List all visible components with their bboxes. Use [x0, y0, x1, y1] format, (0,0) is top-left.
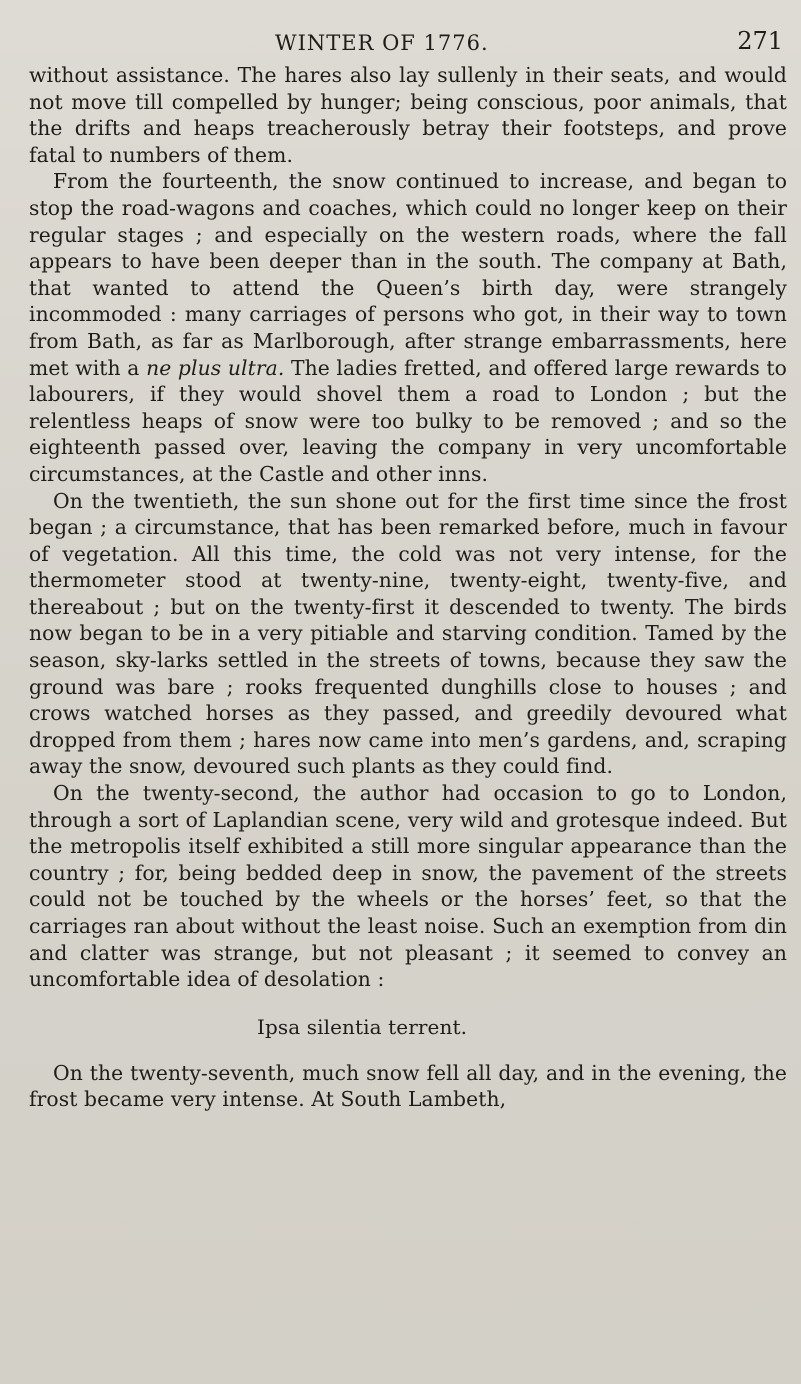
paragraph-4 [29, 780, 787, 993]
paragraph-2-text: From the fourteenth, the snow continued to increase, and began to stop the road-wagons and coaches, which could no longer keep on their regular stages ; and especially on the western roads, where the fall appears to have been deeper than in the south. The company at Bath, that wanted to attend the Queen’s birth day, were strangely incommoded : many carriages of persons who got, in their way to town from Bath, as far as Marlborough, after strange embarrassments, here met with a [29, 169, 787, 380]
body-text [29, 62, 787, 1113]
paragraph-5 [29, 1060, 787, 1113]
latin-quote: Ipsa silentia terrent. [257, 1014, 468, 1039]
paragraph-4-text: On the twenty-second, the author had occasion to go to London, through a sort of Laplandian scene, very wild and grotesque indeed. But the metropolis itself exhibited a still more singular appearance than the country ; for, being bedded deep in snow, the pavement of the streets could not be touched by the wheels or the horses’ feet, so that the carriages ran about without the least noise. Such an exemption from din and clatter was strange, but not pleasant ; it seemed to convey an uncomfortable idea of desolation : [29, 781, 787, 992]
ne-plus-ultra-phrase: ne plus ultra. [146, 355, 285, 380]
paragraph-2-text-after: The ladies fretted, and offered large rewards to labourers, if they would shovel them a road to London ; but the relentless heaps of snow were too bulky to be removed ; and so the eighteenth passed over, leaving the company in very uncomfortable circumstances, at the Castle and other inns. [29, 355, 787, 486]
page-number: 271 [737, 27, 783, 55]
running-head [29, 0, 787, 62]
paragraph-1 [29, 62, 787, 168]
paragraph-2 [29, 168, 787, 487]
paragraph-3 [29, 488, 787, 781]
paragraph-1-text: without assistance. The hares also lay sullenly in their seats, and would not move till compelled by hunger; being conscious, poor animals, that the drifts and heaps treacherously betray their footsteps, and prove fatal to numbers of them. [29, 63, 787, 167]
running-title: WINTER OF 1776. [275, 31, 489, 55]
paragraph-5-text: On the twenty-seventh, much snow fell all day, and in the evening, the frost became very intense. At South Lambeth, [29, 1060, 787, 1112]
paragraph-3-text: On the twentieth, the sun shone out for the first time since the frost began ; a circumstance, that has been remarked before, much in favour of vegetation. All this time, the cold was not very intense, for the thermometer stood at twenty-nine, twenty-eight, twenty-five, and thereabout ; but on the twenty-first it descended to twenty. The birds now began to be in a very pitiable and starving condition. Tamed by the season, sky-larks settled in the streets of towns, because they saw the ground was bare ; rooks frequented dunghills close to houses ; and crows watched horses as they passed, and greedily devoured what dropped from them ; hares now came into men’s gardens, and, scraping away the snow, devoured such plants as they could find. [29, 488, 787, 779]
